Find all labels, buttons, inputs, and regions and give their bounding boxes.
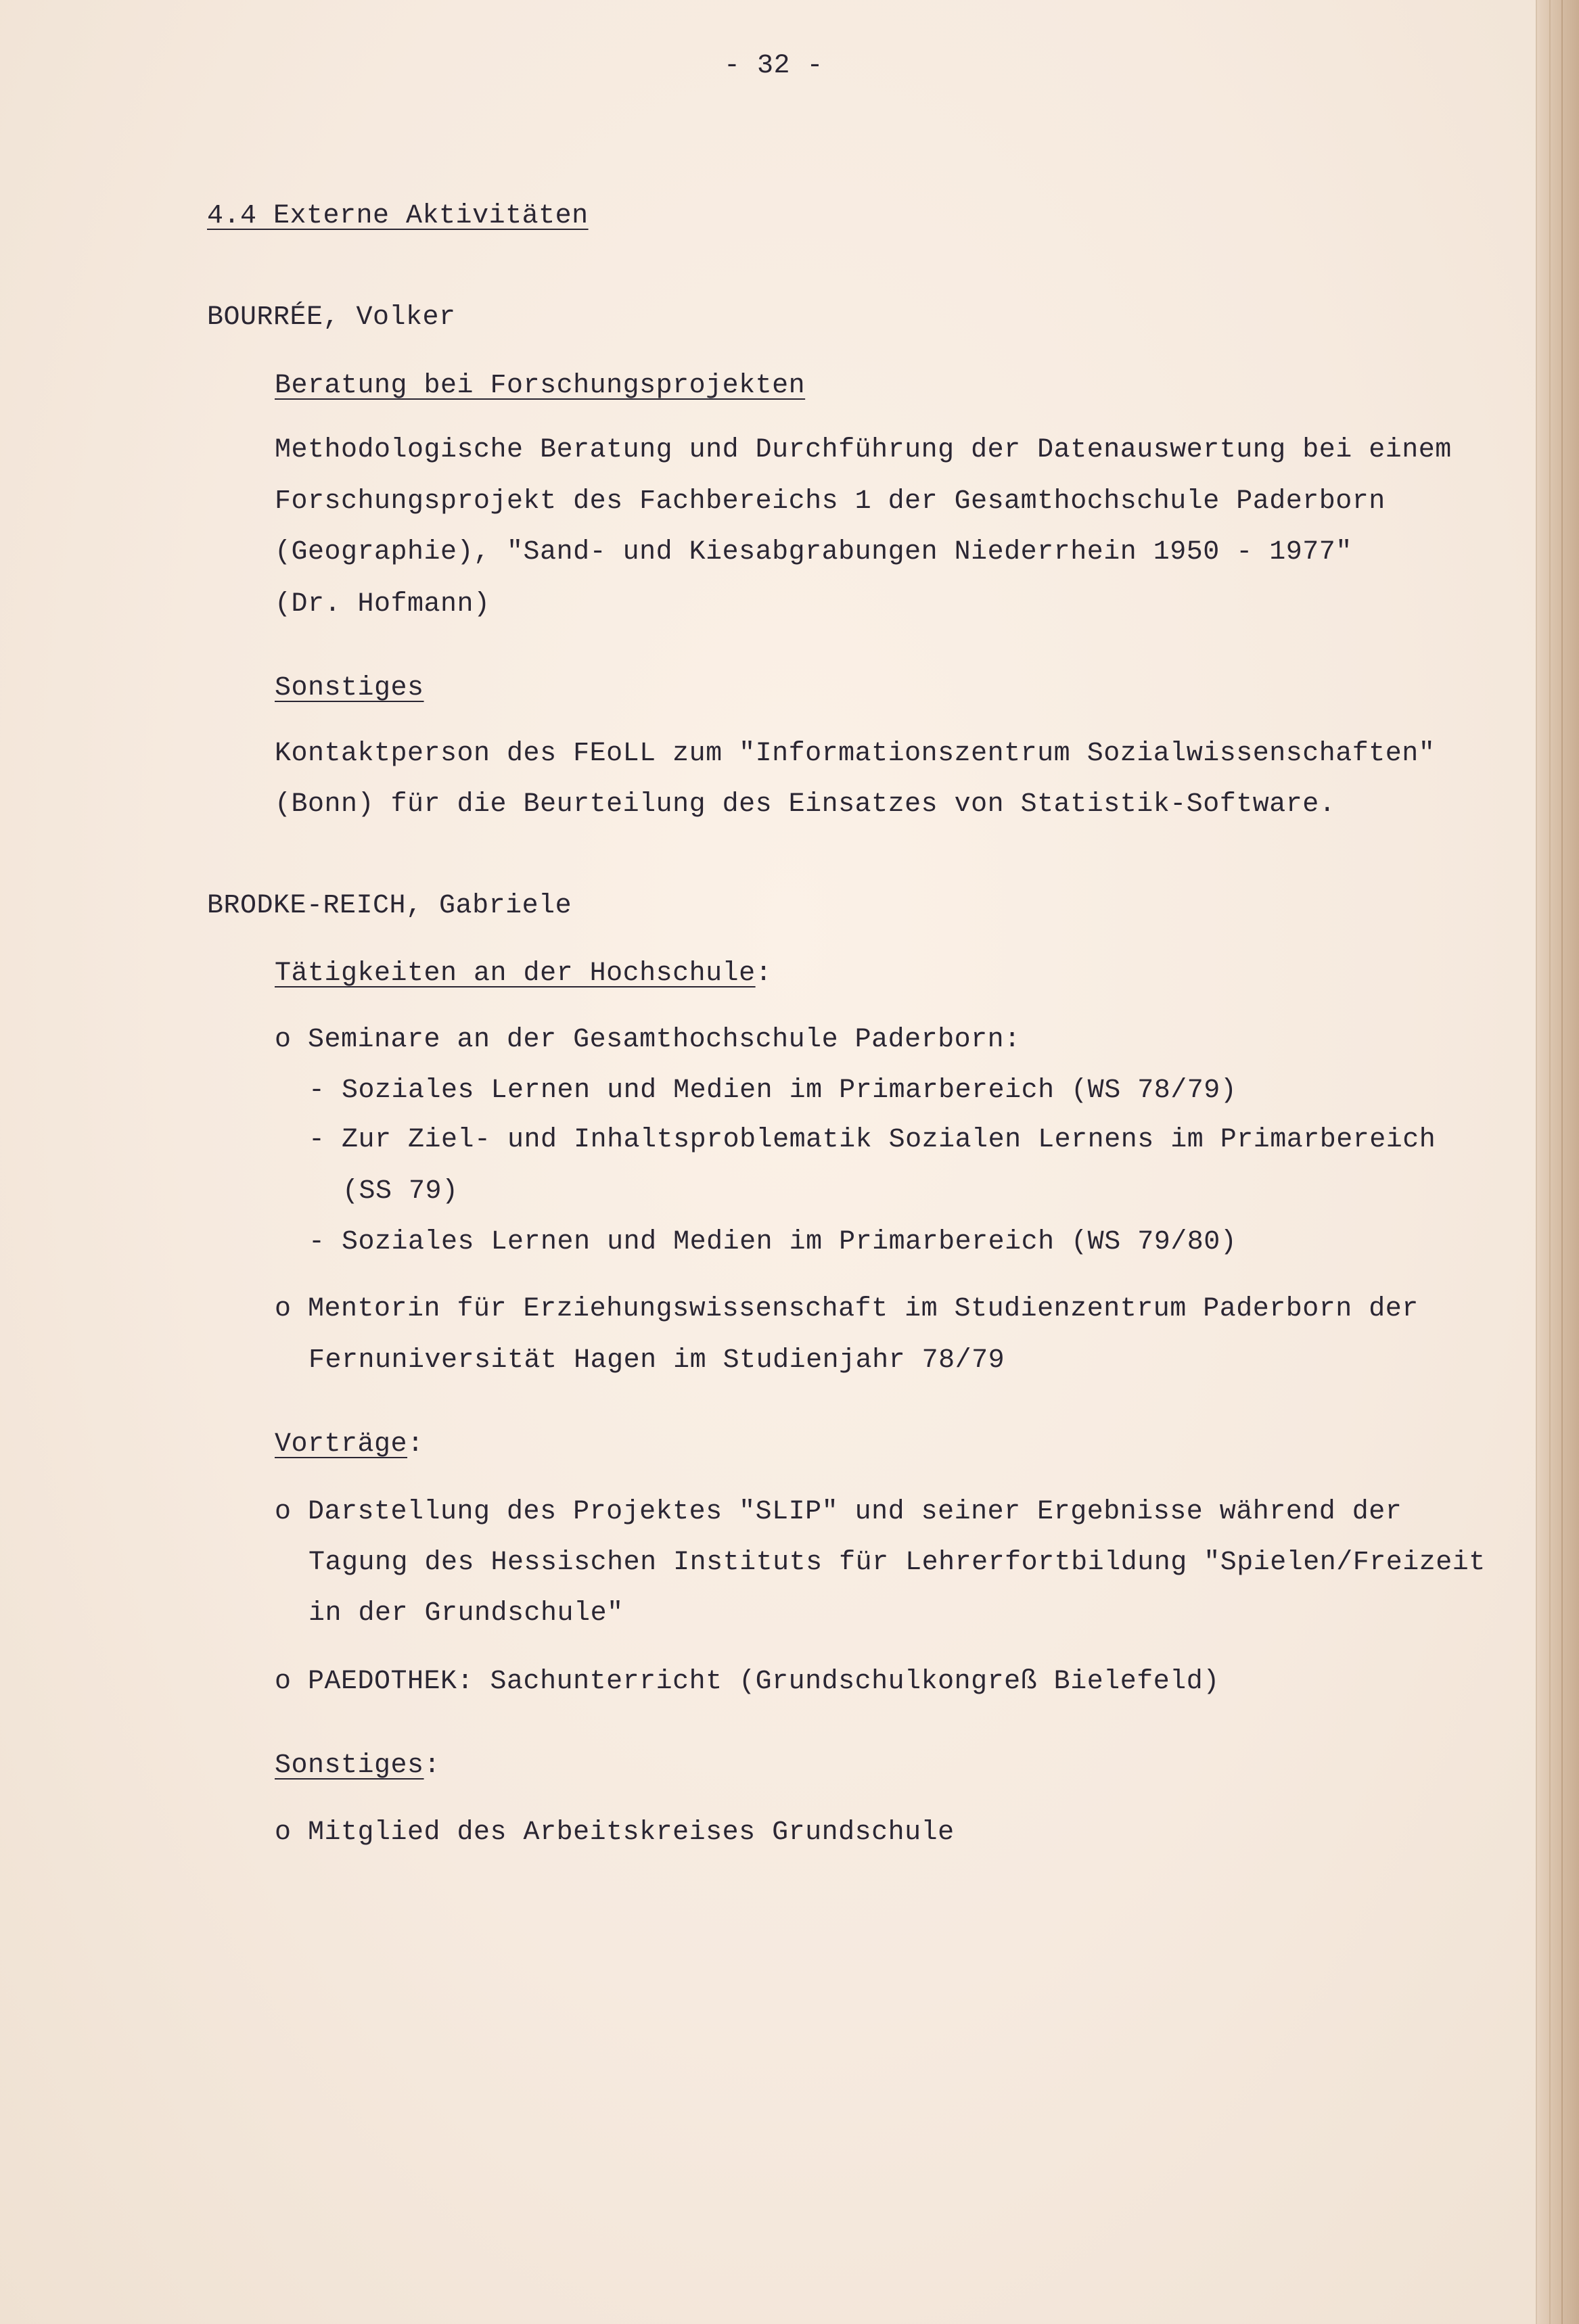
block-heading-text: Sonstiges <box>275 673 424 703</box>
block-heading-text: Beratung bei Forschungsprojekten <box>275 371 806 401</box>
body-line: (Geographie), "Sand- und Kiesabgrabungen Niederrhein 1950 - 1977" <box>275 537 1352 567</box>
list-item-continuation: Fernuniversität Hagen im Studienjahr 78/79 <box>308 1345 1005 1376</box>
block-heading <box>275 960 772 987</box>
body-line: (Dr. Hofmann) <box>275 589 490 620</box>
list-item: o Seminare an der Gesamthochschule Paderborn: <box>275 1025 1021 1055</box>
sub-list-item: - Soziales Lernen und Medien im Primarbereich (WS 78/79) <box>308 1075 1237 1106</box>
block-heading <box>275 675 424 702</box>
heading-colon: : <box>407 1429 424 1460</box>
block-heading <box>275 1752 440 1780</box>
block-heading <box>275 373 805 400</box>
sub-list-item-continuation: (SS 79) <box>342 1176 459 1207</box>
body-line: (Bonn) für die Beurteilung des Einsatzes von Statistik-Software. <box>275 789 1336 820</box>
list-item-continuation: in der Grundschule" <box>308 1598 624 1629</box>
section-title-text: 4.4 Externe Aktivitäten <box>207 201 589 231</box>
person-name: BRODKE-REICH, Gabriele <box>207 891 572 921</box>
person-name: BOURRÉE, Volker <box>207 302 456 333</box>
sub-list-item: - Zur Ziel- und Inhaltsproblematik Sozialen Lernens im Primarbereich <box>308 1125 1436 1155</box>
sub-list-item: - Soziales Lernen und Medien im Primarbereich (WS 79/80) <box>308 1227 1237 1257</box>
list-item: o Mitglied des Arbeitskreises Grundschule <box>275 1817 955 1848</box>
block-heading-text: Tätigkeiten an der Hochschule <box>275 958 756 989</box>
block-heading <box>275 1431 424 1458</box>
block-heading-text: Sonstiges <box>275 1750 424 1781</box>
page-number: - 32 - <box>724 51 824 81</box>
list-item: o Mentorin für Erziehungswissenschaft im Studienzentrum Paderborn der <box>275 1294 1419 1324</box>
list-item: o PAEDOTHEK: Sachunterricht (Grundschulkongreß Bielefeld) <box>275 1667 1220 1697</box>
heading-colon: : <box>755 958 773 989</box>
list-item: o Darstellung des Projektes "SLIP" und seiner Ergebnisse während der <box>275 1497 1402 1527</box>
block-heading-text: Vorträge <box>275 1429 408 1460</box>
body-line: Methodologische Beratung und Durchführung der Datenauswertung bei einem <box>275 435 1452 465</box>
page-edge <box>1536 0 1579 2324</box>
heading-colon: : <box>424 1750 441 1781</box>
section-title <box>207 203 589 230</box>
body-line: Kontaktperson des FEoLL zum "Informationszentrum Sozialwissenschaften" <box>275 739 1436 769</box>
body-line: Forschungsprojekt des Fachbereichs 1 der Gesamthochschule Paderborn <box>275 486 1386 517</box>
list-item-continuation: Tagung des Hessischen Instituts für Lehrerfortbildung "Spielen/Freizeit <box>308 1548 1486 1578</box>
